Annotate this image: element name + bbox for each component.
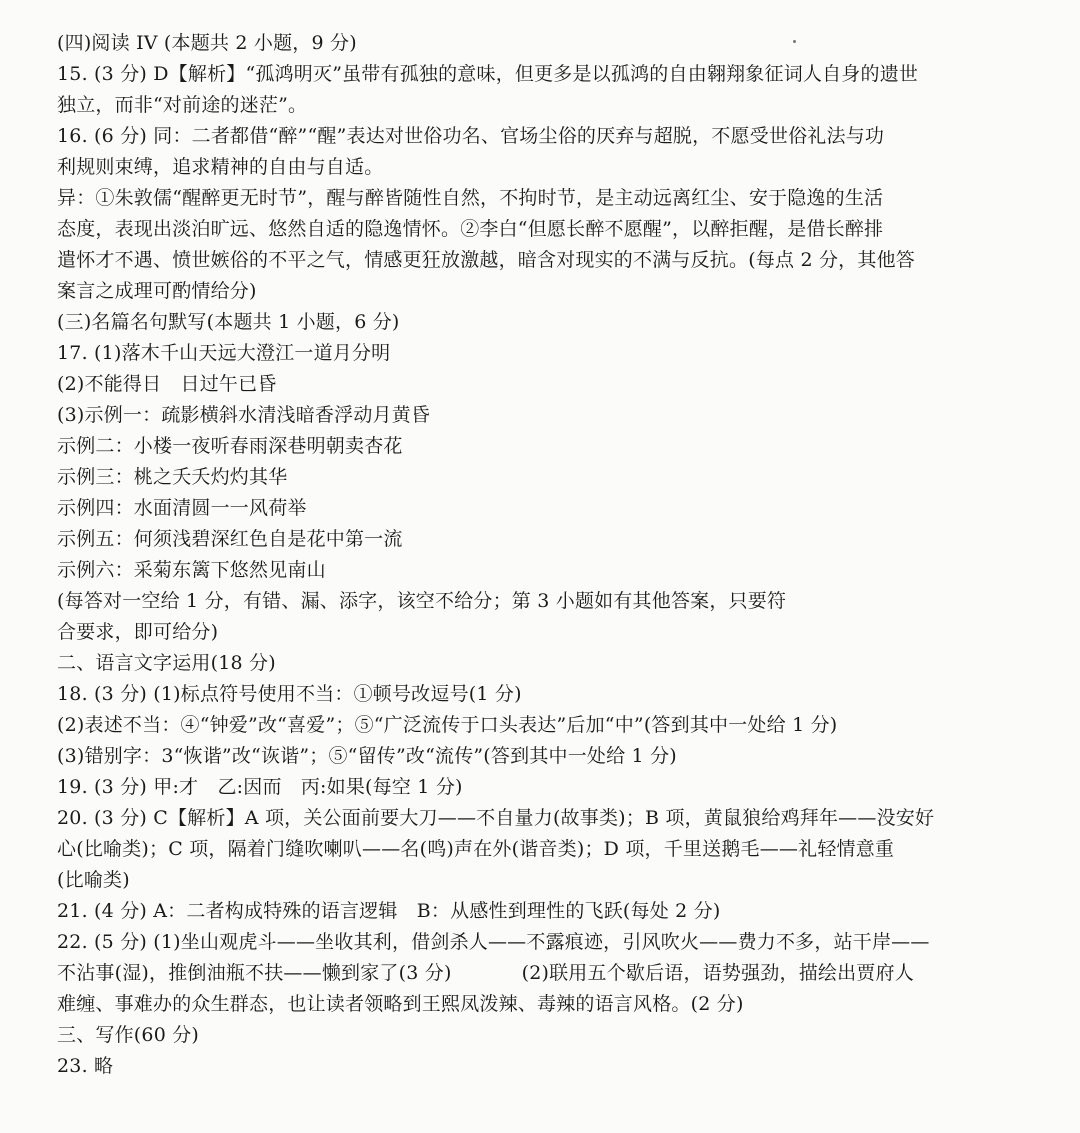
answer-20-line-1: 20. (3 分) C【解析】A 项，关公面前要大刀——不自量力(故事类)；B 项，黄鼠狼给鸡拜年——没安好 [57,807,935,829]
answer-17-example-4: 示例四：水面清圆一一风荷举 [57,497,307,519]
answer-18-part-2: (2)表述不当：④“钟爱”改“喜爱”；⑤“广泛流传于口头表达”后加“中”(答到其中一处给 1 分) [57,714,838,736]
section-heading-writing: 三、写作(60 分) [57,1024,200,1046]
answer-18-part-1: 18. (3 分) (1)标点符号使用不当：①顿号改逗号(1 分) [57,683,522,705]
answer-17-example-5: 示例五：何须浅碧深红色自是花中第一流 [57,528,403,550]
answer-16-line-6: 案言之成理可酌情给分) [57,280,257,302]
section-heading-recitation: (三)名篇名句默写(本题共 1 小题，6 分) [57,311,400,333]
answer-15-line-1: 15. (3 分) D【解析】“孤鸿明灭”虽带有孤独的意味，但更多是以孤鸿的自由翱翔象征词人自身的遗世 [57,63,919,85]
answer-17-scoring-note-1: (每答对一空给 1 分，有错、漏、添字，该空不给分；第 3 小题如有其他答案，只要符 [57,590,787,612]
answer-22-part-1-end: 不沾事(湿)，推倒油瓶不扶——懒到家了(3 分) [57,962,452,984]
answer-16-line-4: 态度，表现出淡泊旷远、悠然自适的隐逸情怀。②李白“但愿长醉不愿醒”，以醉拒醒，是借长醉排 [57,218,884,240]
answer-16-line-1: 16. (6 分) 同：二者都借“醉”“醒”表达对世俗功名、官场尘俗的厌弃与超脱，不愿受世俗礼法与功 [57,125,885,147]
answer-16-line-3: 异：①朱敦儒“醒醉更无时节”，醒与醉皆随性自然，不拘时节，是主动远离红尘、安于隐逸的生活 [57,187,884,209]
answer-20-line-3: (比喻类) [57,869,130,891]
answer-19: 19. (3 分) 甲:才 乙:因而 丙:如果(每空 1 分) [57,776,463,798]
answer-17-example-2: 示例二：小楼一夜听春雨深巷明朝卖杏花 [57,435,403,457]
answer-23: 23. 略 [57,1055,114,1077]
answer-22-line-2 [57,958,1052,989]
section-heading-language-use: 二、语言文字运用(18 分) [57,652,276,674]
answer-22-line-3: 难缠、事难办的众生群态，也让读者领略到王熙凤泼辣、毒辣的语言风格。(2 分) [57,993,744,1015]
answer-17-scoring-note-2: 合要求，即可给分) [57,621,219,643]
answer-16-line-2: 利规则束缚，追求精神的自由与自适。 [57,156,384,178]
answer-21: 21. (4 分) A：二者构成特殊的语言逻辑 B：从感性到理性的飞跃(每处 2 分) [57,900,721,922]
answer-16-line-5: 遣怀才不遇、愤世嫉俗的不平之气，情感更狂放激越，暗含对现实的不满与反抗。(每点 2 分，其他答 [57,249,915,271]
answer-17-example-1: (3)示例一：疏影横斜水清浅暗香浮动月黄昏 [57,404,431,426]
answer-17-example-3: 示例三：桃之夭夭灼灼其华 [57,466,288,488]
answer-20-line-2: 心(比喻类)；C 项，隔着门缝吹喇叭——名(鸣)声在外(谐音类)；D 项，千里送鹅毛——礼轻情意重 [57,838,895,860]
answer-17-part-1: 17. (1)落木千山天远大澄江一道月分明 [57,342,391,364]
answer-22-line-1: 22. (5 分) (1)坐山观虎斗——坐收其利，借剑杀人——不露痕迹，引风吹火——费力不多，站干岸—— [57,931,930,953]
answer-17-part-2: (2)不能得日 日过午已昏 [57,373,277,395]
answer-15-line-2: 独立，而非“对前途的迷茫”。 [57,94,308,116]
answer-17-example-6: 示例六：采菊东篱下悠然见南山 [57,559,326,581]
section-heading-reading-iv: (四)阅读 IV (本题共 2 小题，9 分) [57,32,357,54]
answer-22-part-2-start: (2)联用五个歇后语，语势强劲，描绘出贾府人 [521,962,914,984]
answer-18-part-3: (3)错别字：3“恢谐”改“诙谐”；⑤“留传”改“流传”(答到其中一处给 1 分) [57,745,677,767]
answer-key-document [57,28,1052,1082]
